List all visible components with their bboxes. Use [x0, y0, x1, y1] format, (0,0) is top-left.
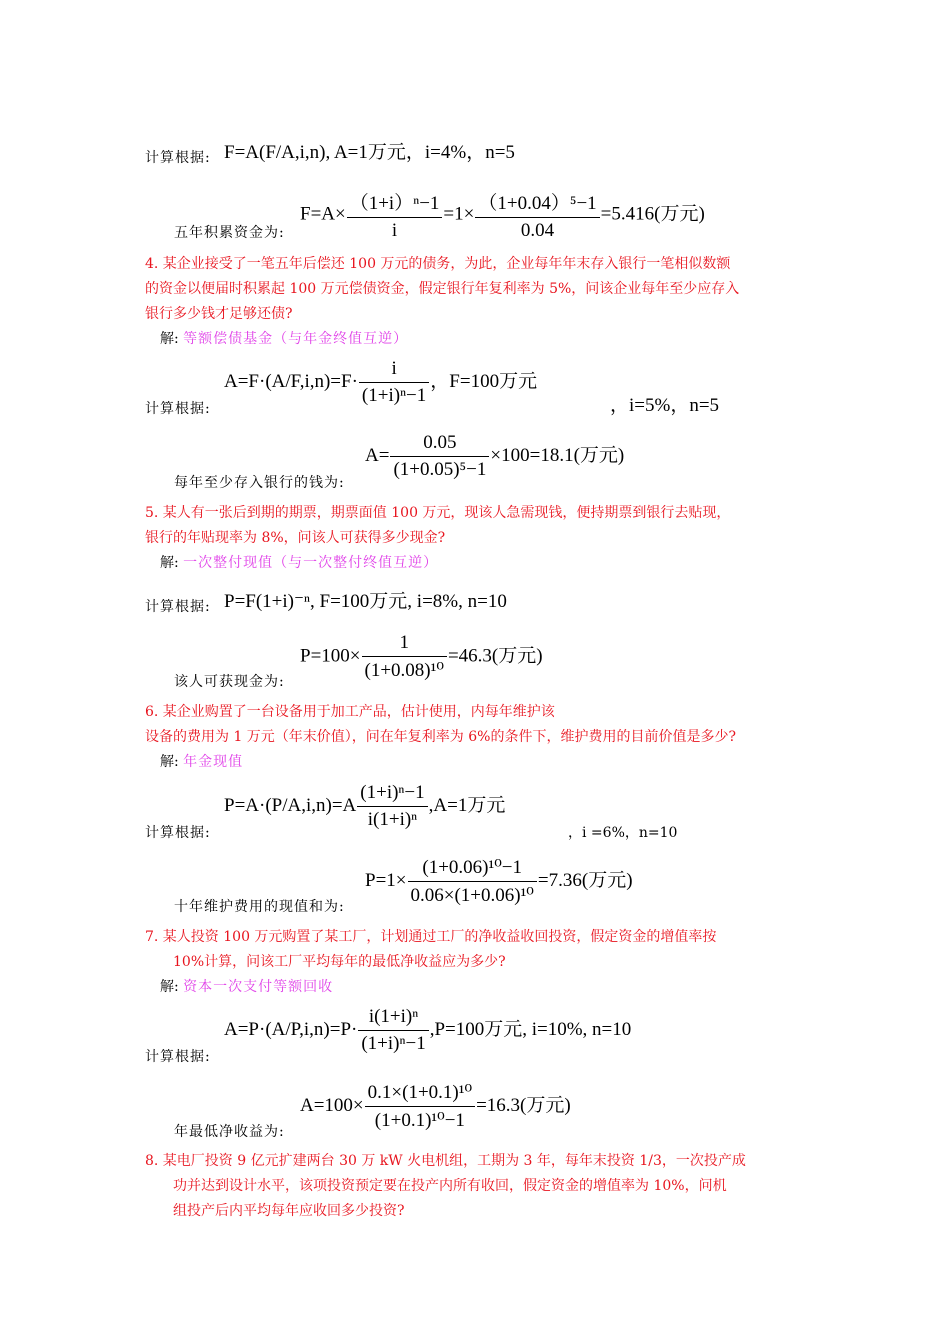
- basis-label: 计算根据:: [145, 401, 211, 417]
- solution-prefix: 解:: [160, 979, 179, 995]
- basis-label: 计算根据:: [145, 599, 211, 615]
- fraction: [365, 1081, 475, 1132]
- solution-heading: [160, 552, 438, 572]
- question-text: 6. 某企业购置了一台设备用于加工产品，估计使用，内每年维护该: [145, 704, 555, 720]
- question-text: 组投产后内平均每年应收回多少投资?: [173, 1203, 405, 1219]
- denominator: i(1+i)ⁿ: [367, 809, 418, 830]
- solution-prefix: 解:: [160, 754, 179, 770]
- formula-part: A=F·(A/F,i,n)=F·: [224, 370, 358, 392]
- solution-heading: [160, 751, 243, 771]
- numerator: i: [359, 358, 429, 383]
- fraction: [362, 632, 447, 682]
- basis-formula: [224, 1006, 631, 1055]
- numerator: (1+i)ⁿ−1: [357, 782, 427, 807]
- formula-part: =1×: [443, 203, 475, 225]
- solution-heading: [160, 328, 408, 348]
- formula-part: =7.36(万元): [537, 869, 633, 891]
- question-text: 功并达到设计水平，该项投资预定要在投产内所有收回，假定资金的增值率为 10%，问机: [173, 1178, 727, 1194]
- basis-formula: [224, 782, 505, 831]
- solution-name: 等额偿债基金（与年金终值互逆）: [183, 331, 409, 347]
- denominator: (1+i)ⁿ−1: [361, 385, 427, 406]
- denominator: (1+0.1)¹⁰−1: [374, 1110, 465, 1131]
- question-text: 银行的年贴现率为 8%，问该人可获得多少现金?: [145, 530, 446, 546]
- formula-part: ,P=100万元, i=10%, n=10: [429, 1018, 632, 1040]
- question-text: 银行多少钱才足够还债?: [145, 306, 293, 322]
- formula: P=F(1+i)⁻ⁿ, F=100万元, i=8%, n=10: [224, 591, 507, 612]
- numerator: （1+i）ⁿ−1: [347, 188, 443, 218]
- formula-part: =46.3(万元): [447, 645, 543, 667]
- fraction: [358, 1006, 428, 1055]
- result-formula: [300, 188, 705, 242]
- fraction: [390, 432, 489, 481]
- basis-label: 计算根据:: [145, 825, 211, 841]
- question-text: 8. 某电厂投资 9 亿元扩建两台 30 万 kW 火电机组，工期为 3 年，每年末投资 1/3，一次投产成: [145, 1153, 746, 1169]
- formula-part: A=100×: [300, 1094, 364, 1116]
- formula-part: P=A·(P/A,i,n)=A: [224, 794, 357, 816]
- basis-label: 计算根据:: [145, 1049, 211, 1065]
- result-label: 每年至少存入银行的钱为:: [174, 475, 345, 491]
- denominator: (1+0.08)¹⁰: [364, 660, 444, 681]
- formula-part: ×100=18.1(万元): [490, 444, 625, 466]
- formula-part: =16.3(万元): [476, 1094, 571, 1116]
- solution-prefix: 解:: [160, 331, 179, 347]
- numerator: 0.1×(1+0.1)¹⁰: [365, 1081, 475, 1107]
- numerator: 0.05: [390, 432, 489, 457]
- formula-part: P=100×: [300, 645, 361, 667]
- numerator: (1+0.06)¹⁰−1: [408, 856, 537, 882]
- fraction: [347, 188, 443, 242]
- fraction: [359, 358, 429, 407]
- numerator: i(1+i)ⁿ: [358, 1006, 428, 1031]
- basis-label: 计算根据:: [145, 150, 211, 166]
- formula-part: ，F=100万元: [430, 370, 538, 392]
- fraction: [357, 782, 427, 831]
- result-formula: [300, 632, 543, 682]
- question-text: 4. 某企业接受了一笔五年后偿还 100 万元的债务，为此，企业每年年末存入银行一笔相似数额: [145, 256, 731, 272]
- denominator: (1+i)ⁿ−1: [361, 1033, 426, 1054]
- result-label: 五年积累资金为:: [174, 225, 285, 241]
- question-text: 5. 某人有一张后到期的期票，期票面值 100 万元，现该人急需现钱，便持期票到银行去贴现，: [145, 505, 731, 521]
- denominator: (1+0.05)⁵−1: [393, 459, 487, 480]
- formula-part: F=A×: [300, 203, 346, 225]
- solution-name: 一次整付现值（与一次整付终值互逆）: [183, 555, 439, 571]
- formula-part: P=1×: [365, 869, 407, 891]
- solution-name: 年金现值: [183, 754, 244, 770]
- result-label: 年最低净收益为:: [174, 1124, 285, 1140]
- formula-part: A=: [365, 444, 390, 466]
- numerator: （1+0.04）⁵−1: [475, 188, 599, 218]
- formula-part: =5.416(万元): [600, 203, 705, 225]
- formula: F=A(F/A,i,n), A=1万元，i=4%，n=5: [224, 142, 515, 163]
- result-formula: [365, 856, 633, 907]
- formula-tail: ，i=5%，n=5: [610, 395, 720, 416]
- denominator: i: [391, 220, 398, 241]
- result-formula: [365, 432, 624, 481]
- result-formula: [300, 1081, 571, 1132]
- question-text: 设备的费用为 1 万元（年末价值），问在年复利率为 6%的条件下，维护费用的目前价值是多少?: [145, 729, 736, 745]
- result-label: 该人可获现金为:: [174, 674, 285, 690]
- solution-prefix: 解:: [160, 555, 179, 571]
- result-label: 十年维护费用的现值和为:: [174, 899, 345, 915]
- solution-name: 资本一次支付等额回收: [183, 979, 334, 995]
- numerator: 1: [362, 632, 447, 657]
- solution-heading: [160, 976, 333, 996]
- basis-formula: [224, 358, 537, 407]
- denominator: 0.06×(1+0.06)¹⁰: [410, 885, 534, 906]
- fraction: [475, 188, 599, 242]
- question-text: 的资金以便届时积累起 100 万元偿债资金，假定银行年复利率为 5%，问该企业每年至少应存入: [145, 281, 740, 297]
- formula-part: ,A=1万元: [428, 794, 506, 816]
- formula-part: A=P·(A/P,i,n)=P·: [224, 1018, 358, 1040]
- question-text: 7. 某人投资 100 万元购置了某工厂，计划通过工厂的净收益收回投资，假定资金的增值率按: [145, 929, 717, 945]
- fraction: [408, 856, 537, 907]
- question-text: 10%计算，问该工厂平均每年的最低净收益应为多少?: [173, 954, 506, 970]
- denominator: 0.04: [520, 220, 555, 241]
- formula-tail: ，i =6%，n=10: [568, 825, 678, 841]
